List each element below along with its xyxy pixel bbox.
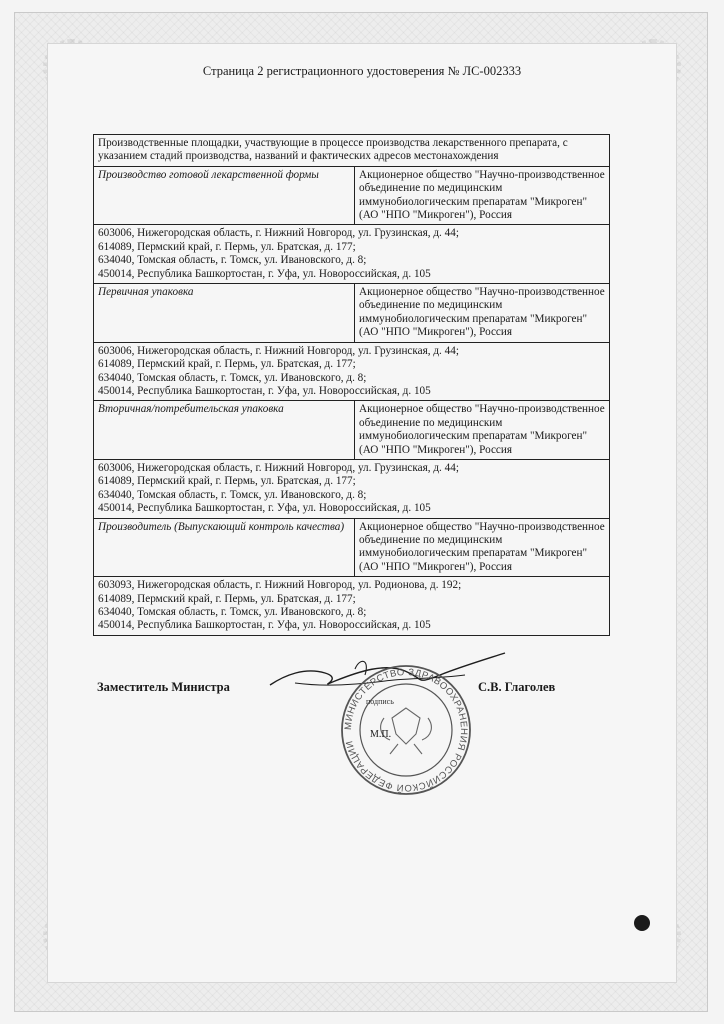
address-line: 450014, Республика Башкортостан, г. Уфа, ул. Новороссийская, д. 105 (98, 619, 431, 632)
company-name: Акционерное общество "Научно-производственное объединение по медицинским иммунобиологическим препаратам "Микроген" (АО "НПО "Микроген"), Россия (355, 166, 610, 225)
address-row (94, 577, 610, 636)
svg-text:МИНИСТЕРСТВО ЗДРАВООХРАНЕНИЯ Р: МИНИСТЕРСТВО ЗДРАВООХРАНЕНИЯ РОССИЙСКОЙ ФЕДЕРАЦИИ (342, 666, 470, 794)
stamp-podpis-label: подпись (366, 697, 394, 706)
stage-name: Первичная упаковка (94, 284, 355, 343)
page-title: Страница 2 регистрационного удостоверения № ЛС-002333 (202, 64, 522, 78)
address-list (94, 577, 610, 636)
stage-row (94, 518, 610, 577)
address-list (94, 225, 610, 284)
address-line: 634040, Томская область, г. Томск, ул. Ивановского, д. 8; (98, 254, 367, 267)
stage-row (94, 401, 610, 460)
address-list (94, 459, 610, 518)
address-line: 450014, Республика Башкортостан, г. Уфа, ул. Новороссийская, д. 105 (98, 502, 431, 515)
address-line: 614089, Пермский край, г. Пермь, ул. Братская, д. 177; (98, 358, 356, 371)
official-seal-icon (336, 660, 476, 800)
stage-name: Производство готовой лекарственной формы (94, 166, 355, 225)
address-line: 614089, Пермский край, г. Пермь, ул. Братская, д. 177; (98, 240, 356, 253)
address-line: 603006, Нижегородская область, г. Нижний Новгород, ул. Грузинская, д. 44; (98, 461, 459, 474)
stage-row (94, 284, 610, 343)
production-sites-table (93, 134, 610, 636)
company-name: Акционерное общество "Научно-производственное объединение по медицинским иммунобиологическим препаратам "Микроген" (АО "НПО "Микроген"), Россия (355, 518, 610, 577)
address-row (94, 342, 610, 401)
address-line: 614089, Пермский край, г. Пермь, ул. Братская, д. 177; (98, 475, 356, 488)
stage-row (94, 166, 610, 225)
address-line: 603006, Нижегородская область, г. Нижний Новгород, ул. Грузинская, д. 44; (98, 344, 459, 357)
stage-name: Производитель (Выпускающий контроль качества) (94, 518, 355, 577)
address-row (94, 225, 610, 284)
address-line: 603093, Нижегородская область, г. Нижний Новгород, ул. Родионова, д. 192; (98, 579, 462, 592)
stamp-mp-label: М.П. (370, 729, 392, 740)
table-heading-row (94, 135, 610, 167)
stage-name: Вторичная/потребительская упаковка (94, 401, 355, 460)
address-row (94, 459, 610, 518)
company-name: Акционерное общество "Научно-производственное объединение по медицинским иммунобиологическим препаратам "Микроген" (АО "НПО "Микроген"), Россия (355, 284, 610, 343)
address-line: 603006, Нижегородская область, г. Нижний Новгород, ул. Грузинская, д. 44; (98, 227, 459, 240)
signer-position: Заместитель Министра (97, 680, 230, 694)
punch-hole-icon (634, 915, 650, 931)
address-line: 450014, Республика Башкортостан, г. Уфа, ул. Новороссийская, д. 105 (98, 384, 431, 397)
signer-name: С.В. Глаголев (478, 680, 556, 694)
company-name: Акционерное общество "Научно-производственное объединение по медицинским иммунобиологическим препаратам "Микроген" (АО "НПО "Микроген"), Россия (355, 401, 610, 460)
table-heading: Производственные площадки, участвующие в процессе производства лекарственного препарата, с указанием стадий производства, названий и фактических адресов местонахождения (94, 135, 610, 167)
address-list (94, 342, 610, 401)
address-line: 634040, Томская область, г. Томск, ул. Ивановского, д. 8; (98, 606, 367, 618)
address-line: 450014, Республика Башкортостан, г. Уфа, ул. Новороссийская, д. 105 (98, 267, 431, 280)
address-line: 634040, Томская область, г. Томск, ул. Ивановского, д. 8; (98, 371, 367, 384)
address-line: 634040, Томская область, г. Томск, ул. Ивановского, д. 8; (98, 488, 367, 501)
address-line: 614089, Пермский край, г. Пермь, ул. Братская, д. 177; (98, 592, 356, 605)
